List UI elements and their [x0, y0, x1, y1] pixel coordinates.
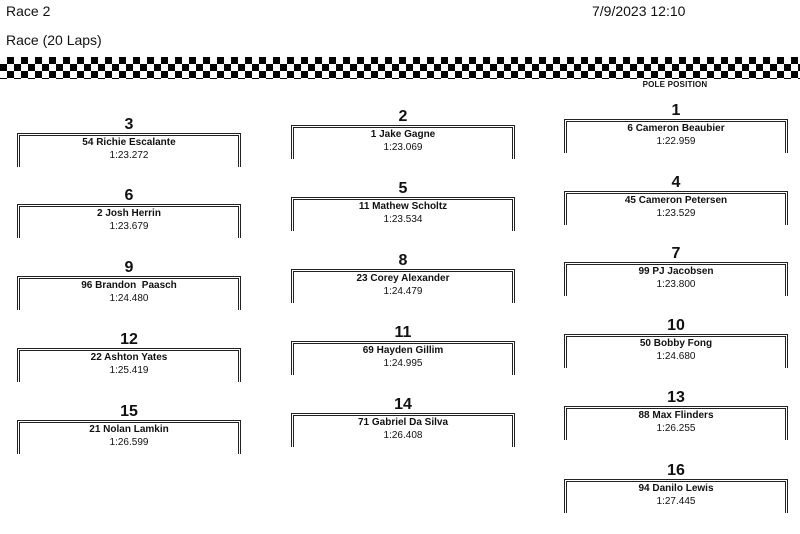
grid-slot	[564, 463, 788, 515]
driver-name: 22 Ashton Yates	[90, 352, 168, 363]
grid-position: 16	[667, 462, 685, 479]
grid-position: 6	[124, 187, 134, 204]
driver-name: 50 Bobby Fong	[639, 338, 713, 349]
driver-name: 21 Nolan Lamkin	[89, 424, 169, 435]
lap-time: 1:23.069	[383, 142, 423, 153]
lap-time: 1:23.534	[383, 214, 423, 225]
lap-time: 1:25.419	[109, 365, 149, 376]
driver-name: 71 Gabriel Da Silva	[357, 417, 449, 428]
grid-position: 12	[120, 331, 138, 348]
driver-name: 88 Max Flinders	[638, 410, 714, 421]
lap-time: 1:26.599	[109, 437, 149, 448]
grid-position: 5	[398, 180, 408, 197]
race-title: Race 2	[6, 3, 51, 19]
grid-position: 9	[124, 259, 134, 276]
driver-name: 94 Danilo Lewis	[638, 483, 714, 494]
grid-position: 1	[671, 102, 681, 119]
grid-slot	[564, 390, 788, 442]
grid-slot	[17, 260, 241, 312]
grid-position: 14	[394, 396, 412, 413]
driver-name: 99 PJ Jacobsen	[638, 266, 714, 277]
lap-time: 1:22.959	[656, 136, 696, 147]
lap-time: 1:23.272	[109, 150, 149, 161]
grid-slot	[564, 103, 788, 155]
grid-position: 10	[667, 317, 685, 334]
lap-time: 1:24.480	[109, 293, 149, 304]
grid-position: 7	[671, 245, 681, 262]
grid-slot	[291, 325, 515, 377]
lap-time: 1:24.479	[383, 286, 423, 297]
grid-slot	[17, 332, 241, 384]
lap-time: 1:26.255	[656, 423, 696, 434]
grid-position: 4	[671, 174, 681, 191]
grid-position: 15	[120, 403, 138, 420]
driver-name: 11 Mathew Scholtz	[358, 201, 448, 212]
race-subtitle: Race (20 Laps)	[6, 32, 102, 48]
grid-slot	[17, 404, 241, 456]
lap-time: 1:26.408	[383, 430, 423, 441]
grid-position: 3	[124, 116, 134, 133]
lap-time: 1:24.995	[383, 358, 423, 369]
grid-slot	[291, 253, 515, 305]
lap-time: 1:23.800	[656, 279, 696, 290]
driver-name: 6 Cameron Beaubier	[627, 123, 725, 134]
lap-time: 1:27.445	[656, 496, 696, 507]
grid-position: 2	[398, 108, 408, 125]
driver-name: 69 Hayden Gillim	[362, 345, 444, 356]
lap-time: 1:23.679	[109, 221, 149, 232]
grid-slot	[291, 181, 515, 233]
lap-time: 1:24.680	[656, 351, 696, 362]
driver-name: 1 Jake Gagne	[370, 129, 436, 140]
grid-slot	[17, 117, 241, 169]
grid-slot	[564, 175, 788, 227]
lap-time: 1:23.529	[656, 208, 696, 219]
grid-position: 13	[667, 389, 685, 406]
pole-position-label: POLE POSITION	[642, 80, 708, 89]
driver-name: 45 Cameron Petersen	[624, 195, 728, 206]
grid-position: 11	[394, 324, 412, 341]
driver-name: 96 Brandon Paasch	[81, 280, 177, 291]
grid-slot	[17, 188, 241, 240]
driver-name: 2 Josh Herrin	[97, 208, 161, 219]
driver-name: 54 Richie Escalante	[82, 137, 176, 148]
grid-position: 8	[398, 252, 408, 269]
race-datetime: 7/9/2023 12:10	[592, 3, 686, 19]
grid-slot	[291, 109, 515, 161]
grid-slot	[564, 246, 788, 298]
checkered-flag-banner	[0, 57, 800, 79]
grid-slot	[564, 318, 788, 370]
grid-slot	[291, 397, 515, 449]
driver-name: 23 Corey Alexander	[356, 273, 450, 284]
